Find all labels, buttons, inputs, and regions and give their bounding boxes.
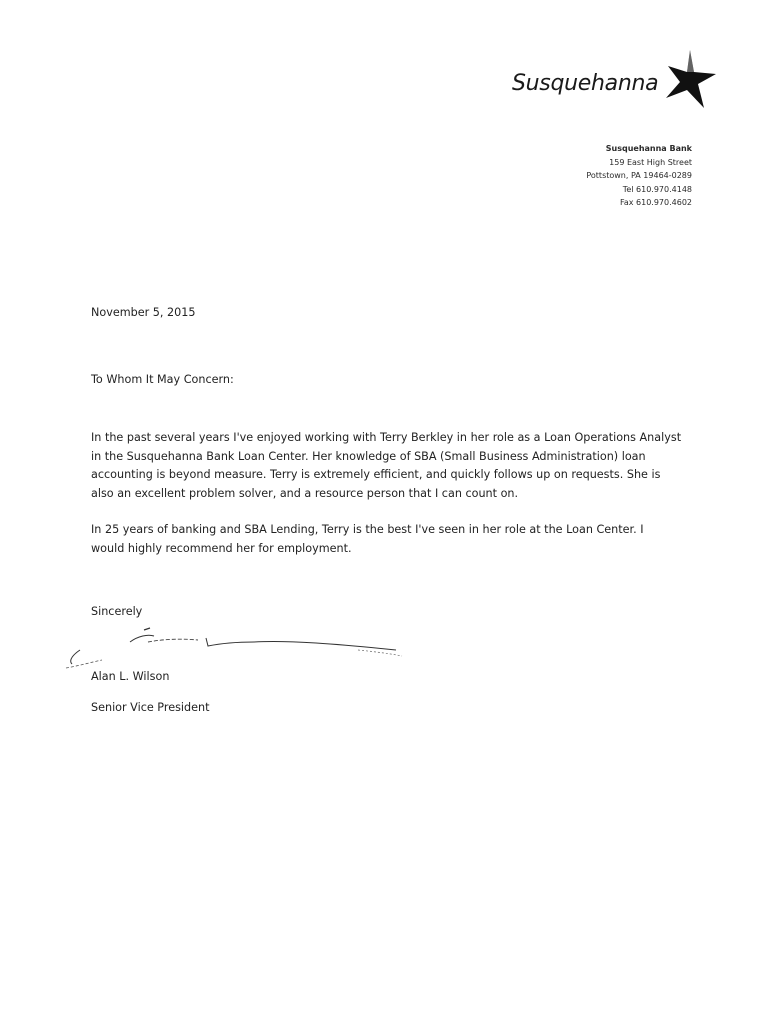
paragraph-line: In 25 years of banking and SBA Lending, Terry is the best I've seen in her role at the Loan Center. I <box>91 523 644 536</box>
bank-address-block <box>586 142 692 210</box>
signer-title: Senior Vice President <box>91 701 210 714</box>
address-city: Pottstown, PA 19464-0289 <box>586 171 692 180</box>
paragraph-line: in the Susquehanna Bank Loan Center. Her knowledge of SBA (Small Business Administration) loan <box>91 449 646 463</box>
logo-wordmark: Susquehanna <box>512 71 659 96</box>
address-fax: Fax 610.970.4602 <box>619 198 692 207</box>
paragraph-line: In the past several years I've enjoyed working with Terry Berkley in her role as a Loan Operations Analyst <box>91 431 682 444</box>
paragraph-line: would highly recommend her for employment. <box>91 541 352 555</box>
bank-name: Susquehanna Bank <box>605 144 692 153</box>
paragraph-line: accounting is beyond measure. Terry is extremely efficient, and quickly follows up on requests. She is <box>91 468 661 481</box>
salutation: To Whom It May Concern: <box>91 373 234 386</box>
star-icon <box>660 48 718 110</box>
address-street: 159 East High Street <box>609 157 692 167</box>
body-paragraph-2 <box>91 521 644 558</box>
address-tel: Tel 610.970.4148 <box>622 184 692 194</box>
closing: Sincerely <box>91 605 143 618</box>
signer-name: Alan L. Wilson <box>91 670 170 683</box>
body-paragraph-1 <box>91 429 681 503</box>
letter-date: November 5, 2015 <box>91 306 196 319</box>
susquehanna-logo <box>500 46 720 116</box>
paragraph-line: also an excellent problem solver, and a resource person that I can count on. <box>91 486 519 500</box>
